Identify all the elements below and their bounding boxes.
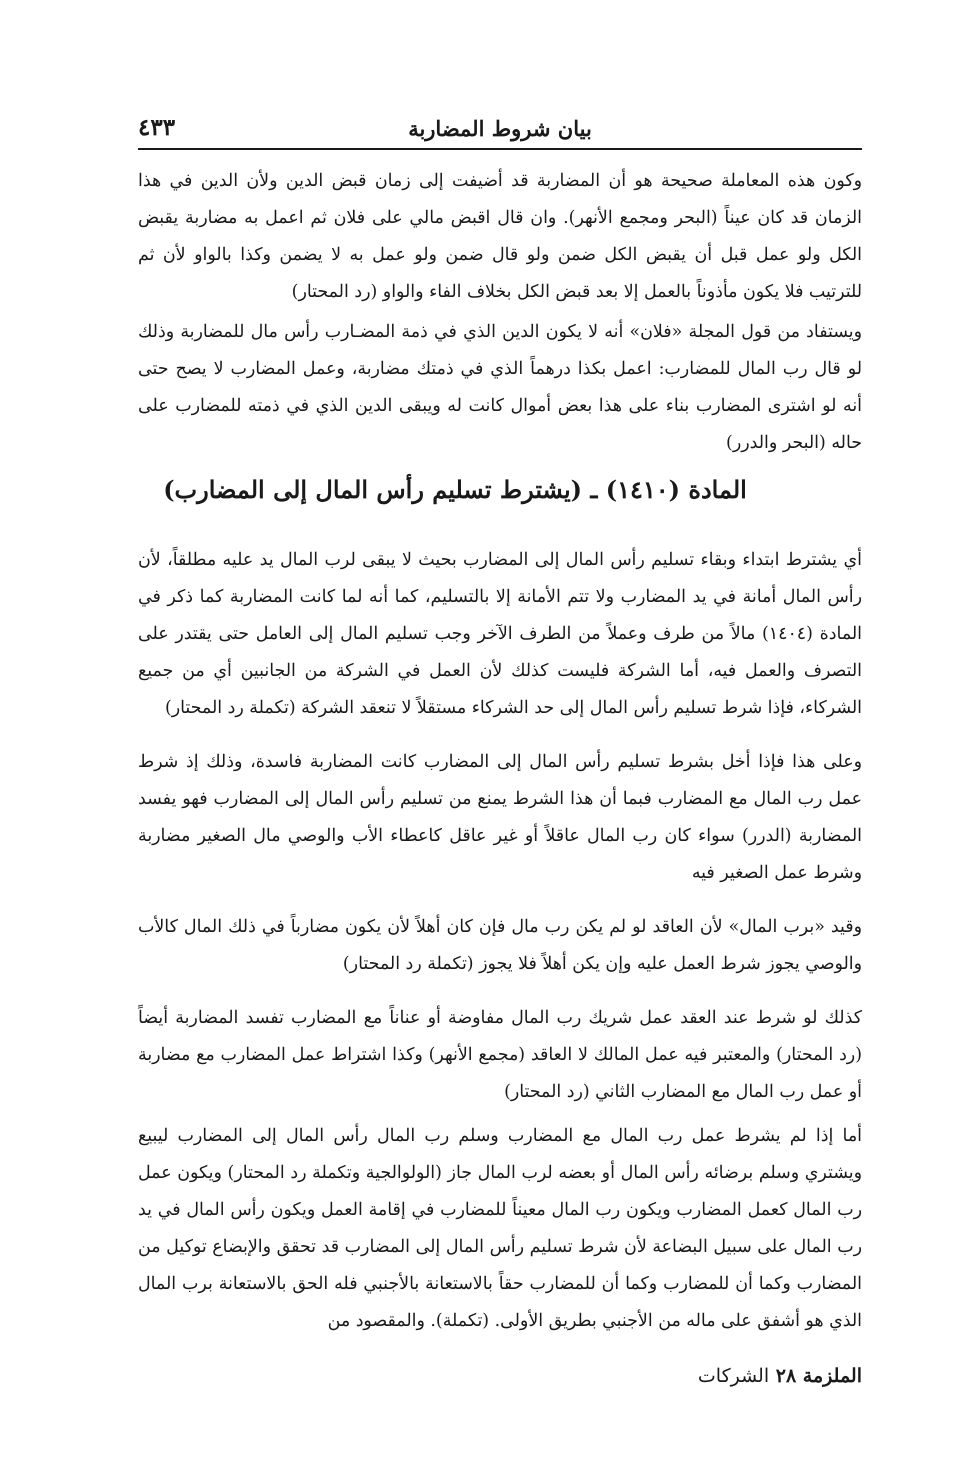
- paragraph-7: أما إذا لم يشرط عمل رب المال مع المضارب وسلم رب المال رأس المال إلى المضارب ليبيع ويشتري وسلم برضائه رأس المال أو بعضه لرب المال جاز (الولوالجية وتكملة رد المحتار) ويكون عمل رب المال كعمل المضارب ويكون رب المال معيناً للمضارب في إقامة العمل ويكون رأس المال في يد رب المال على سبيل البضاعة لأن شرط تسليم رأس المال إلى المضارب قد تحقق والإبضاع توكيل من المضارب وكما أن للمضارب وكما أن للمضارب حقاً بالاستعانة بالأجنبي فله الحق بالاستعانة برب المال الذي هو أشفق على ماله من الأجنبي بطريق الأولى. (تكملة). والمقصود من: [138, 1126, 862, 1331]
- running-title: بيان شروط المضاربة: [408, 116, 592, 141]
- paragraph-3: أي يشترط ابتداء وبقاء تسليم رأس المال إلى المضارب بحيث لا يبقى لرب المال يد عليه مطلقاً، لأن رأس المال أمانة في يد المضارب ولا تتم الأمانة إلا بالتسليم، كما أنه لما كانت المضاربة كما ذكر في المادة (١٤٠٤) مالاً من طرف وعملاً من الطرف الآخر وجب تسليم المال إلى العامل حتى يقتدر على التصرف والعمل فيه، أما الشركة فليست كذلك لأن العمل في الشركة من الجانبين أي من جميع الشركاء، فإذا شرط تسليم رأس المال إلى حد الشركاء مستقلاً لا تنعقد الشركة (تكملة رد المحتار): [138, 550, 863, 718]
- paragraph-1: وكون هذه المعاملة صحيحة هو أن المضاربة قد أضيفت إلى زمان قبض الدين ولأن الدين في هذا الزمان قد كان عيناً (البحر ومجمع الأنهر). وان قال اقبض مالي على فلان ثم اعمل به مضاربة يقبض الكل ولو عمل قبل أن يقبض الكل ضمن ولو قال ضمن ولو عمل به لا يضمن وكذا بالواو لأن ثم للترتيب فلا يكون مأذوناً بالعمل إلا بعد قبض الكل بخلاف الفاء والواو (رد المحتار): [138, 171, 862, 302]
- page-header: [138, 108, 862, 150]
- article-heading: المادة (١٤١٠) ـ (يشترط تسليم رأس المال إلى المضارب): [163, 475, 747, 504]
- page: [138, 108, 863, 1387]
- signature-word: الشركات: [697, 1365, 770, 1387]
- paragraph-4: وعلى هذا فإذا أخل بشرط تسليم رأس المال إلى المضارب كانت المضاربة فاسدة، وذلك إذ شرط عمل رب المال مع المضارب فبما أن هذا الشرط يمنع من تسليم رأس المال إلى المضارب فهو يفسد المضاربة (الدرر) سواء كان رب المال عاقلاً أو غير عاقل كاعطاء الأب والوصي مال الصغير مضاربة وشرط عمل الصغير فيه: [138, 752, 862, 883]
- page-number: ٤٣٣: [138, 114, 176, 141]
- paragraph-5: وقيد «برب المال» لأن العاقد لو لم يكن رب مال فإن كان أهلاً لأن يكون مضارباً في ذلك المال كالأب والوصي يجوز شرط العمل عليه وإن يكن أهلاً فلا يجوز (تكملة رد المحتار): [138, 917, 862, 974]
- paragraph-2: ويستفاد من قول المجلة «فلان» أنه لا يكون الدين الذي في ذمة المضـارب رأس مال للمضاربة وذلك لو قال رب المال للمضارب: اعمل بكذا درهماً الذي في ذمتك مضاربة، وعمل المضارب لا يصح حتى أنه لو اشترى المضارب بناء على هذا بعض أموال كانت له ويبقى الدين الذي في ذمته للمضارب على حاله (البحر والدرر): [138, 322, 862, 453]
- signature-mark: [698, 1365, 862, 1387]
- signature-prefix: الملزمة ٢٨: [775, 1365, 862, 1387]
- paragraph-6: كذلك لو شرط عند العقد عمل شريك رب المال مفاوضة أو عناناً مع المضارب تفسد المضاربة أيضاً (رد المحتار) والمعتبر فيه عمل المالك لا العاقد (مجمع الأنهر) وكذا اشتراط عمل المضارب مع مضاربة أو عمل رب المال مع المضارب الثاني (رد المحتار): [138, 1008, 862, 1102]
